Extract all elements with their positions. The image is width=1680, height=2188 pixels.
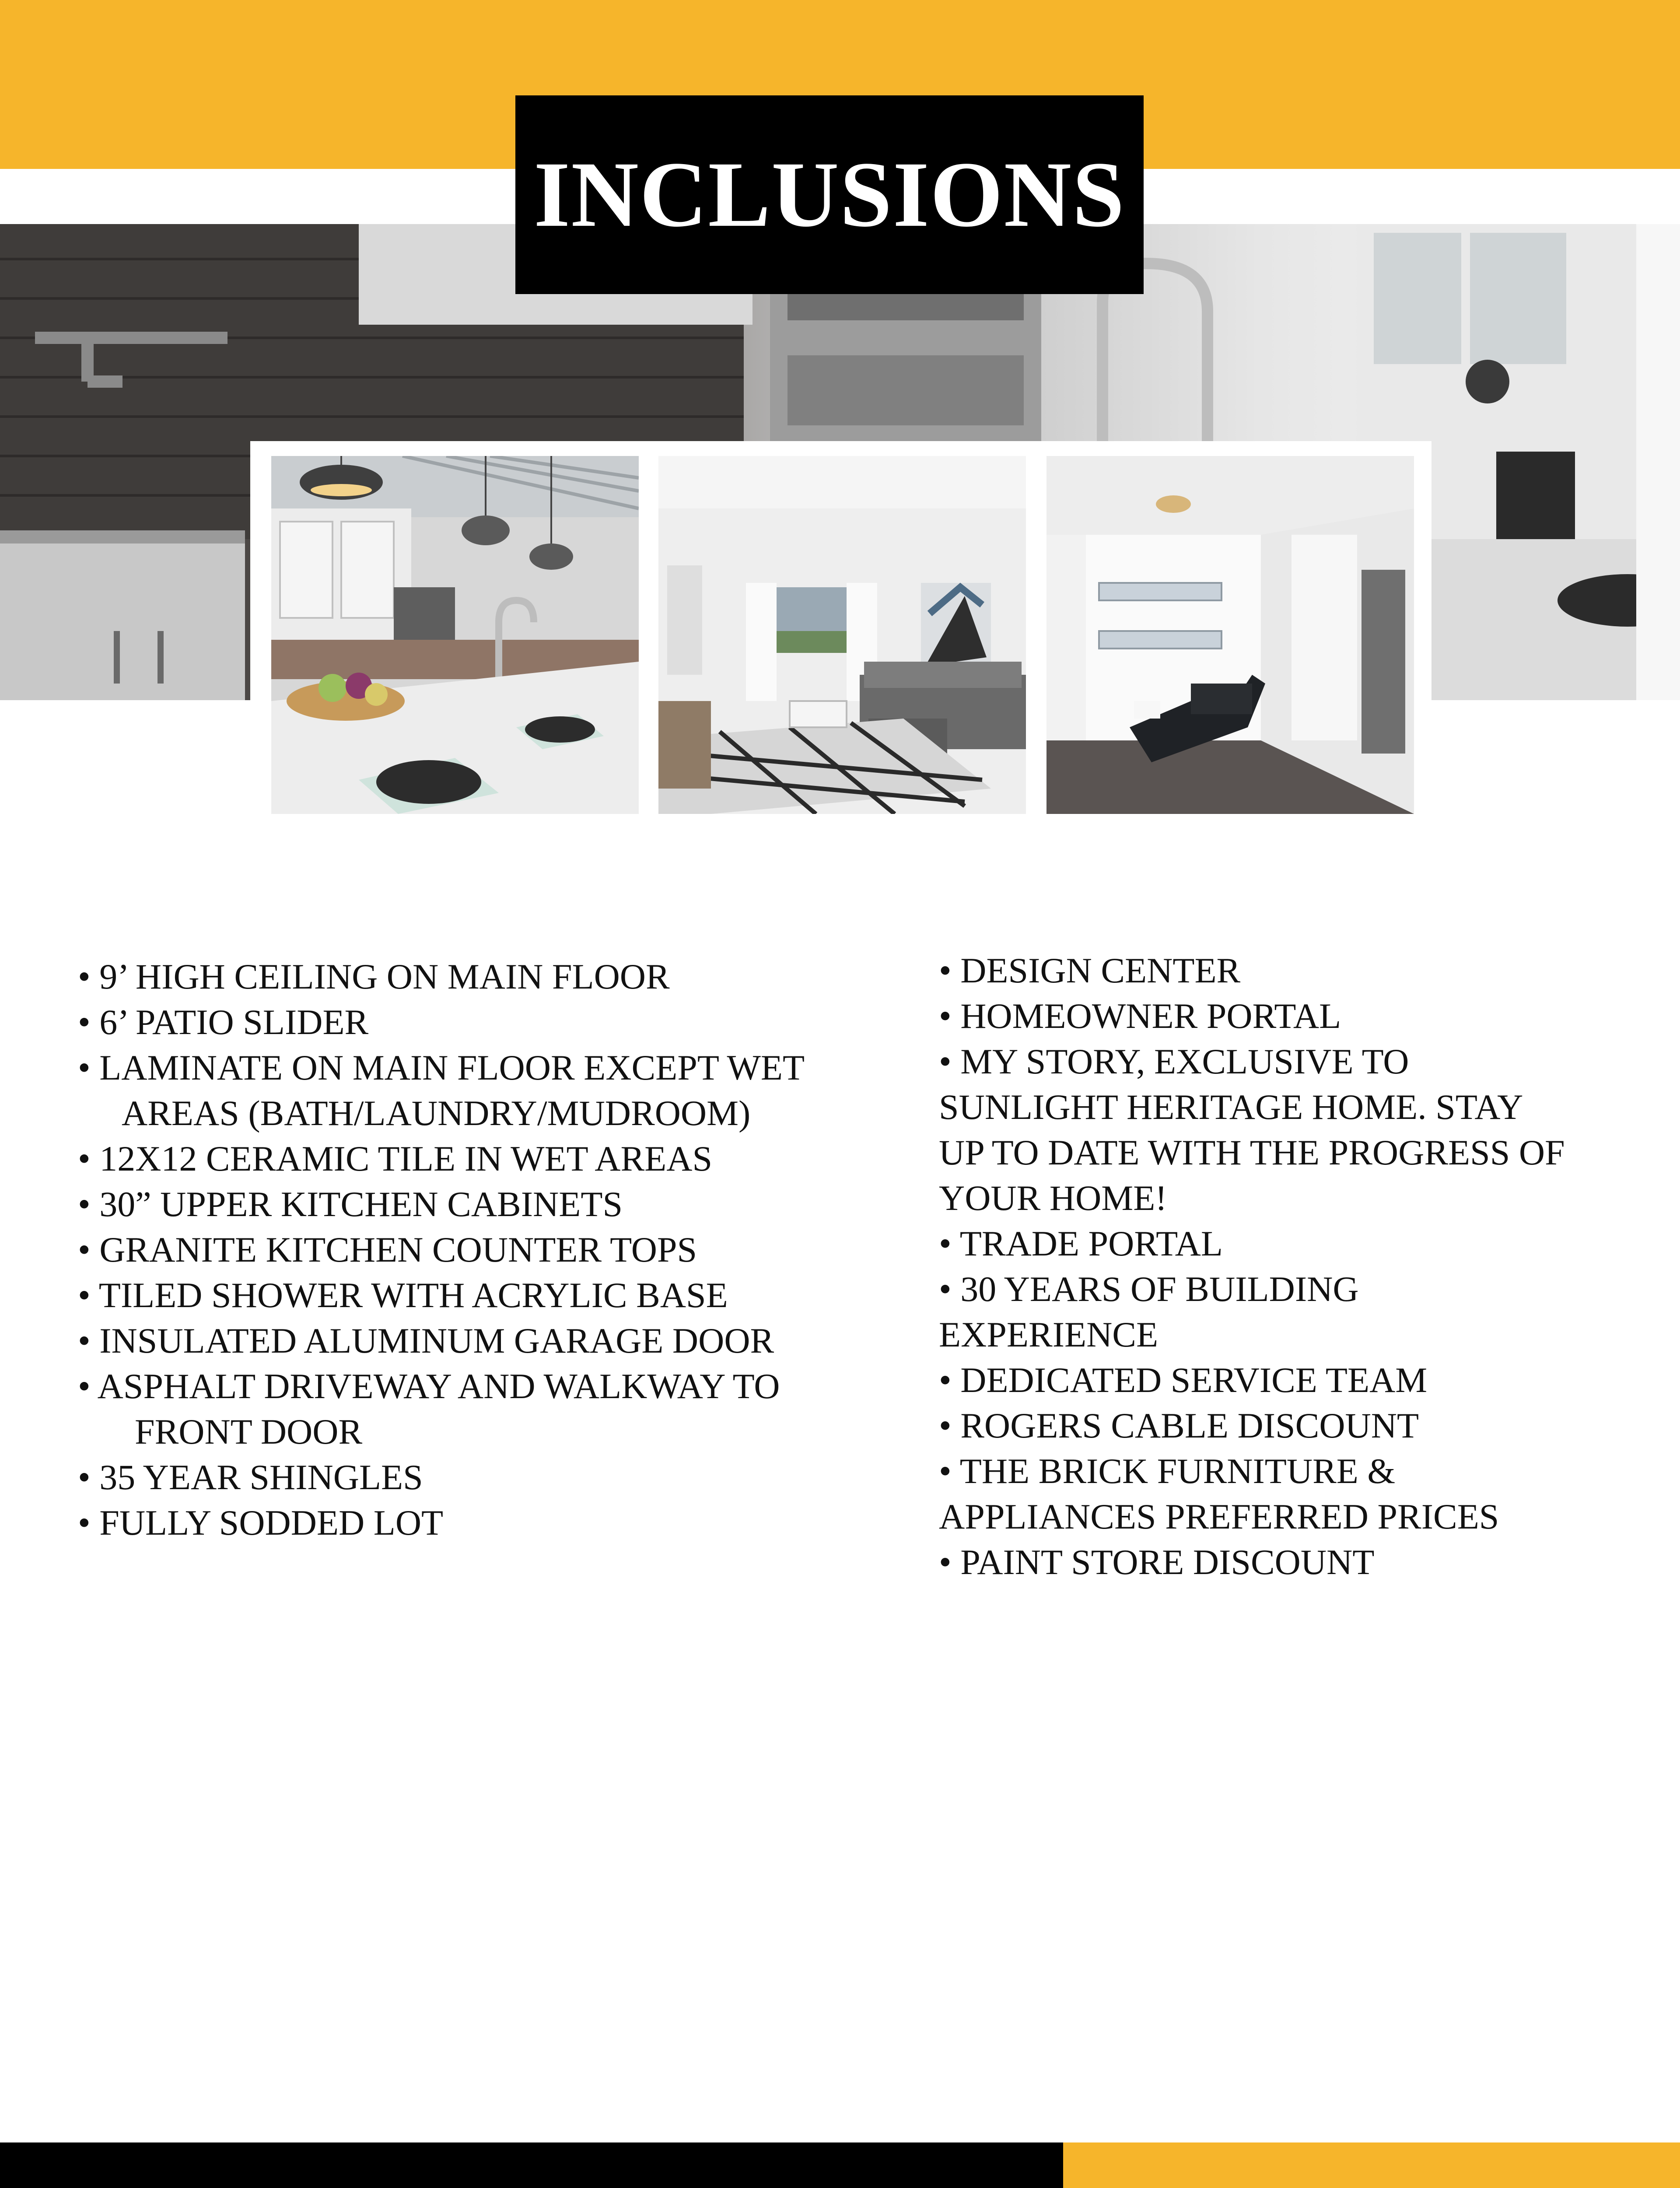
list-item: • TILED SHOWER WITH ACRYLIC BASE (78, 1275, 728, 1315)
list-item: • 6’ PATIO SLIDER (78, 1002, 369, 1042)
list-item: • 30 YEARS OF BUILDING (939, 1269, 1359, 1309)
list-item: AREAS (BATH/LAUNDRY/MUDROOM) (122, 1093, 751, 1133)
list-item: • 30” UPPER KITCHEN CABINETS (78, 1184, 623, 1224)
list-item: FRONT DOOR (135, 1412, 363, 1452)
page-title: INCLUSIONS (534, 143, 1125, 246)
list-item: • GRANITE KITCHEN COUNTER TOPS (78, 1230, 697, 1269)
title-box (515, 95, 1144, 294)
list-item: EXPERIENCE (939, 1315, 1158, 1354)
inclusions-list-left (78, 954, 805, 1546)
bottom-yellow-band (1063, 2142, 1680, 2188)
list-item: • 9’ HIGH CEILING ON MAIN FLOOR (78, 957, 670, 996)
list-item: • ASPHALT DRIVEWAY AND WALKWAY TO (78, 1366, 780, 1406)
inclusions-list-right (939, 948, 1565, 1585)
list-item: SUNLIGHT HERITAGE HOME. STAY (939, 1087, 1523, 1127)
list-item: • 35 YEAR SHINGLES (78, 1457, 423, 1497)
list-item: • TRADE PORTAL (939, 1224, 1223, 1263)
list-item: YOUR HOME! (939, 1178, 1167, 1218)
list-item: • PAINT STORE DISCOUNT (939, 1542, 1375, 1582)
list-item: UP TO DATE WITH THE PROGRESS OF (939, 1133, 1565, 1172)
photo-bedroom (1046, 456, 1414, 814)
list-item: • MY STORY, EXCLUSIVE TO (939, 1041, 1409, 1081)
bottom-black-band (0, 2142, 1063, 2188)
list-item: APPLIANCES PREFERRED PRICES (939, 1497, 1499, 1536)
list-item: • LAMINATE ON MAIN FLOOR EXCEPT WET (78, 1048, 805, 1087)
list-item: • FULLY SODDED LOT (78, 1503, 444, 1543)
photo-living-room (658, 456, 1026, 814)
list-item: • HOMEOWNER PORTAL (939, 996, 1341, 1036)
list-item: • DEDICATED SERVICE TEAM (939, 1360, 1428, 1400)
list-item: • ROGERS CABLE DISCOUNT (939, 1406, 1419, 1445)
photo-kitchen (271, 456, 639, 814)
list-item: • THE BRICK FURNITURE & (939, 1451, 1396, 1491)
list-item: • 12X12 CERAMIC TILE IN WET AREAS (78, 1139, 713, 1178)
list-item: • DESIGN CENTER (939, 950, 1241, 990)
list-item: • INSULATED ALUMINUM GARAGE DOOR (78, 1321, 774, 1360)
